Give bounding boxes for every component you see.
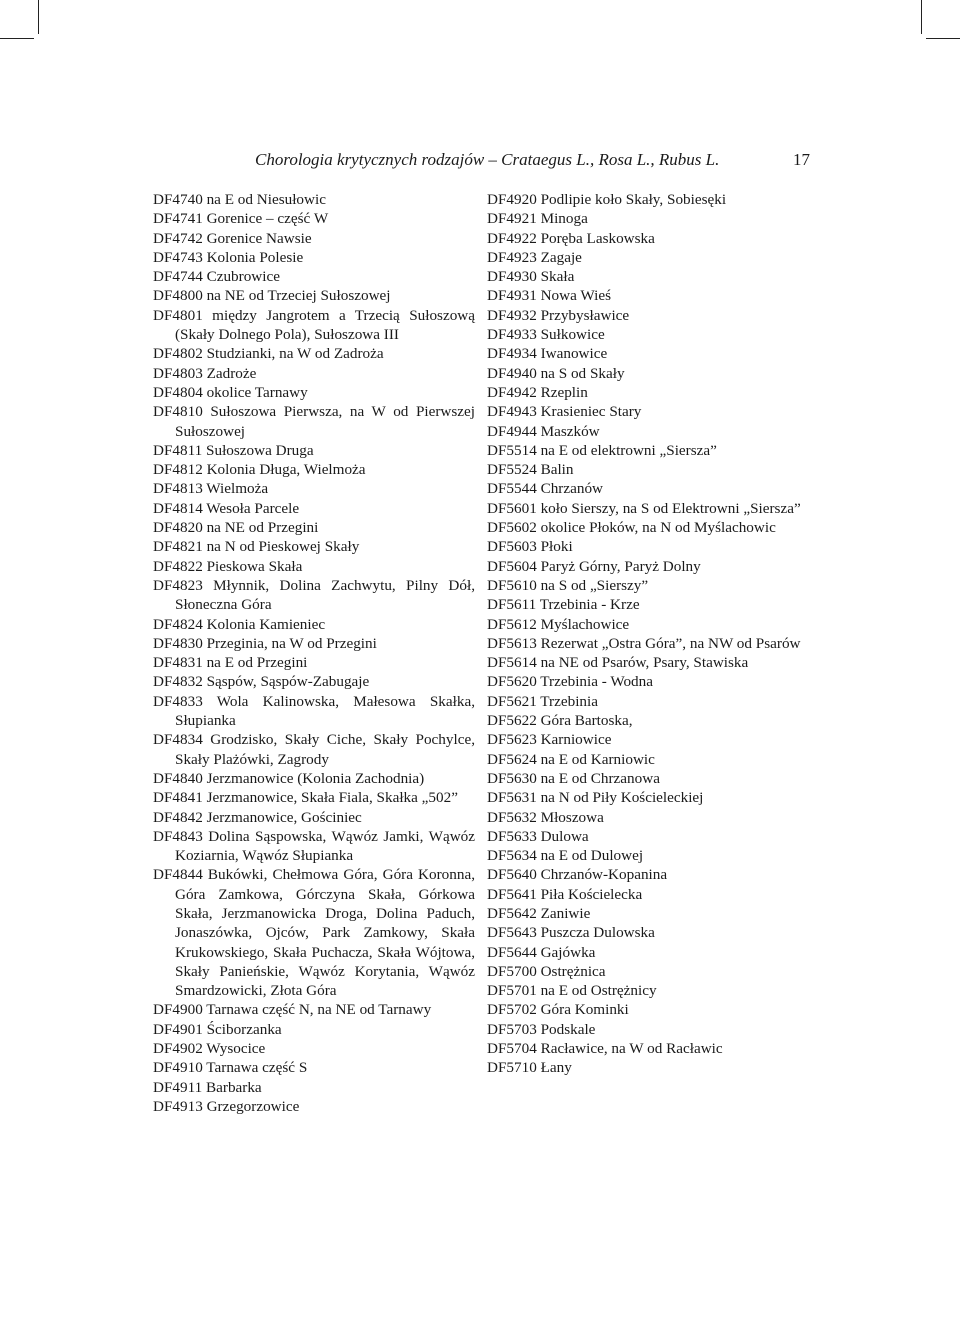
grid-square-entry: DF4823 Młynnik, Dolina Zachwytu, Pilny Dół, Słoneczna Góra bbox=[153, 576, 475, 614]
grid-square-entry: DF4842 Jerzmanowice, Gościniec bbox=[153, 808, 362, 826]
grid-square-entry: DF4844 Bukówki, Chełmowa Góra, Góra Koronna, Góra Zamkowa, Górczyna Skała, Górkowa Skała, Jerzmanowicka Droga, Dolina Paduch, Jonaszówka, Ojców, Park Zamkowy, Skała Krukowskiego, Skała Puchacza, Skała Wójtowa, Skały Panieńskie, Wąwóz Korytania, Wąwóz Smardzowicki, Złota Góra bbox=[153, 866, 475, 1000]
grid-square-entry: DF5703 Podskale bbox=[487, 1020, 596, 1038]
grid-square-entry: DF4743 Kolonia Polesie bbox=[153, 248, 304, 266]
grid-square-entry: DF5613 Rezerwat „Ostra Góra”, na NW od Psarów bbox=[487, 634, 801, 652]
page-number: 17 bbox=[793, 150, 810, 169]
grid-square-entry: DF4922 Poręba Laskowska bbox=[487, 229, 655, 247]
grid-square-entry: DF4923 Zagaje bbox=[487, 248, 582, 266]
grid-square-entry: DF5644 Gajówka bbox=[487, 943, 596, 961]
grid-square-entry: DF4944 Maszków bbox=[487, 422, 600, 440]
grid-square-entry: DF4902 Wysocice bbox=[153, 1040, 266, 1058]
grid-square-entry: DF4843 Dolina Sąspowska, Wąwóz Jamki, Wąwóz Koziarnia, Wąwóz Słupianka bbox=[153, 827, 475, 865]
grid-square-entry: DF5641 Piła Kościelecka bbox=[487, 885, 643, 903]
crop-mark-top-left bbox=[38, 0, 39, 34]
grid-square-entry: DF5700 Ostrężnica bbox=[487, 962, 606, 980]
grid-square-entry: DF5544 Chrzanów bbox=[487, 480, 604, 498]
grid-square-entry: DF5634 na E od Dulowej bbox=[487, 847, 644, 865]
grid-square-entry: DF4913 Grzegorzowice bbox=[153, 1097, 300, 1115]
grid-square-entry: DF5611 Trzebinia - Krze bbox=[487, 596, 640, 614]
grid-square-entry: DF5622 Góra Bartoska, bbox=[487, 712, 633, 730]
crop-mark-top-left-h bbox=[0, 38, 34, 39]
grid-square-entry: DF4932 Przybysławice bbox=[487, 306, 630, 324]
grid-square-entry: DF4744 Czubrowice bbox=[153, 268, 280, 286]
grid-square-entry: DF5704 Racławice, na W od Racławic bbox=[487, 1040, 723, 1058]
grid-square-entry: DF4901 Ściborzanka bbox=[153, 1020, 282, 1038]
grid-square-entry: DF4931 Nowa Wieś bbox=[487, 287, 611, 305]
grid-square-entry: DF4920 Podlipie koło Skały, Sobiesęki bbox=[487, 191, 727, 208]
grid-square-entry: DF4820 na NE od Przegini bbox=[153, 519, 319, 537]
grid-square-entry: DF5643 Puszcza Dulowska bbox=[487, 924, 655, 942]
grid-square-entry: DF5632 Młoszowa bbox=[487, 808, 604, 826]
grid-square-entry: DF4742 Gorenice Nawsie bbox=[153, 229, 312, 247]
grid-square-entry: DF5630 na E od Chrzanowa bbox=[487, 769, 660, 787]
right-column bbox=[487, 190, 809, 1078]
grid-square-entry: DF4934 Iwanowice bbox=[487, 345, 608, 363]
grid-square-entry: DF5702 Góra Kominki bbox=[487, 1001, 629, 1019]
crop-mark-top-right-h bbox=[926, 38, 960, 39]
grid-square-entry: DF4740 na E od Niesułowic bbox=[153, 191, 326, 208]
grid-square-entry: DF4832 Sąspów, Sąspów-Zabugaje bbox=[153, 673, 370, 691]
grid-square-entry: DF4921 Minoga bbox=[487, 210, 588, 228]
grid-square-entry: DF5604 Paryż Górny, Paryż Dolny bbox=[487, 557, 701, 575]
grid-square-entry: DF5633 Dulowa bbox=[487, 827, 589, 845]
grid-square-entry: DF4824 Kolonia Kamieniec bbox=[153, 615, 326, 633]
grid-square-entry: DF4800 na NE od Trzeciej Sułoszowej bbox=[153, 287, 391, 305]
grid-square-entry: DF5623 Karniowice bbox=[487, 731, 612, 749]
grid-square-entry: DF5631 na N od Piły Kościeleckiej bbox=[487, 789, 704, 807]
grid-square-entry: DF5601 koło Sierszy, na S od Elektrowni „Siersza” bbox=[487, 499, 801, 517]
grid-square-entry: DF4802 Studzianki, na W od Zadroża bbox=[153, 345, 384, 363]
grid-square-entry: DF4841 Jerzmanowice, Skała Fiala, Skałka „502” bbox=[153, 789, 458, 807]
grid-square-entry: DF4911 Barbarka bbox=[153, 1078, 262, 1096]
grid-square-entry: DF4910 Tarnawa część S bbox=[153, 1059, 308, 1077]
grid-square-entry: DF5602 okolice Płoków, na N od Myślachowic bbox=[487, 519, 776, 537]
grid-square-entry: DF4900 Tarnawa część N, na NE od Tarnawy bbox=[153, 1001, 432, 1019]
grid-square-entry: DF5710 Łany bbox=[487, 1059, 572, 1077]
grid-square-entry: DF4942 Rzeplin bbox=[487, 383, 588, 401]
grid-square-entry: DF4811 Sułoszowa Druga bbox=[153, 441, 314, 459]
left-column bbox=[153, 190, 475, 1116]
crop-mark-top-right bbox=[921, 0, 922, 34]
grid-square-entry: DF4741 Gorenice – część W bbox=[153, 210, 329, 228]
grid-square-entry: DF4831 na E od Przegini bbox=[153, 654, 308, 672]
grid-square-entry: DF4821 na N od Pieskowej Skały bbox=[153, 538, 360, 556]
grid-square-entry: DF4812 Kolonia Długa, Wielmoża bbox=[153, 461, 366, 479]
grid-square-entry: DF4930 Skała bbox=[487, 268, 575, 286]
grid-square-entry: DF5642 Zaniwie bbox=[487, 904, 591, 922]
grid-square-entry: DF4803 Zadroże bbox=[153, 364, 257, 382]
grid-square-entry: DF4801 między Jangrotem a Trzecią Sułoszową (Skały Dolnego Pola), Sułoszowa III bbox=[153, 306, 475, 344]
grid-square-entry: DF5612 Myślachowice bbox=[487, 615, 630, 633]
grid-square-entry: DF5614 na NE od Psarów, Psary, Stawiska bbox=[487, 654, 749, 672]
grid-square-entry: DF4840 Jerzmanowice (Kolonia Zachodnia) bbox=[153, 769, 425, 787]
grid-square-entry: DF5524 Balin bbox=[487, 461, 574, 479]
grid-square-entry: DF4943 Krasieniec Stary bbox=[487, 403, 642, 421]
grid-square-entry: DF4834 Grodzisko, Skały Ciche, Skały Pochylce, Skały Plażówki, Zagrody bbox=[153, 731, 475, 768]
grid-square-entry: DF4813 Wielmoża bbox=[153, 480, 269, 498]
grid-square-entry: DF4810 Sułoszowa Pierwsza, na W od Pierwszej Sułoszowej bbox=[153, 403, 475, 440]
running-title: Chorologia krytycznych rodzajów – Crataegus L., Rosa L., Rubus L. bbox=[255, 150, 720, 169]
grid-square-entry: DF5621 Trzebinia bbox=[487, 692, 598, 710]
page-header bbox=[150, 150, 810, 178]
grid-square-entry: DF4804 okolice Tarnawy bbox=[153, 383, 308, 401]
grid-square-entry: DF5701 na E od Ostrężnicy bbox=[487, 982, 657, 1000]
grid-square-entry: DF4822 Pieskowa Skała bbox=[153, 557, 303, 575]
grid-square-entry: DF4830 Przeginia, na W od Przegini bbox=[153, 634, 377, 652]
grid-square-entry: DF4933 Sułkowice bbox=[487, 326, 605, 344]
grid-square-entry: DF4814 Wesoła Parcele bbox=[153, 499, 300, 517]
grid-square-entry: DF4833 Wola Kalinowska, Małesowa Skałka, Słupianka bbox=[153, 692, 475, 730]
grid-square-entry: DF5624 na E od Karniowic bbox=[487, 750, 655, 768]
grid-square-entry: DF5640 Chrzanów-Kopanina bbox=[487, 866, 668, 884]
grid-square-entry: DF4940 na S od Skały bbox=[487, 364, 625, 382]
grid-square-entry: DF5610 na S od „Sierszy” bbox=[487, 576, 649, 594]
grid-square-entry: DF5603 Płoki bbox=[487, 538, 573, 556]
grid-square-entry: DF5620 Trzebinia - Wodna bbox=[487, 673, 653, 691]
grid-square-entry: DF5514 na E od elektrowni „Siersza” bbox=[487, 441, 717, 459]
